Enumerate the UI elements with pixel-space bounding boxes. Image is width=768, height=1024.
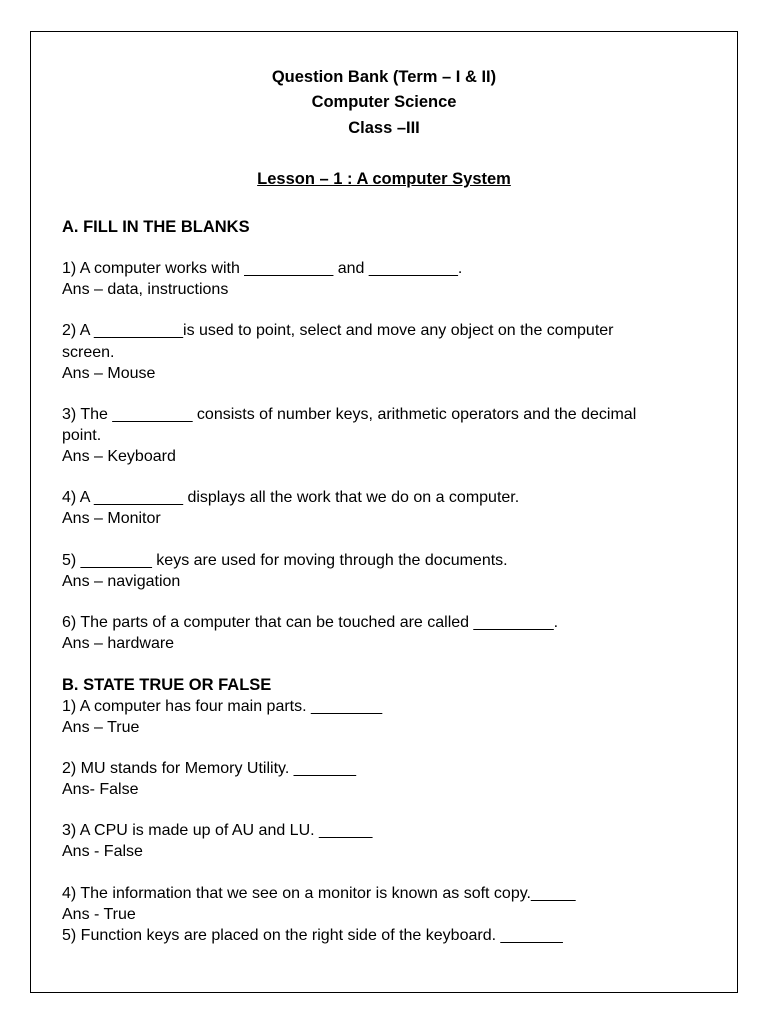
question-b2: 2) MU stands for Memory Utility. _______ [62,760,357,777]
question-b4: 4) The information that we see on a monitor is known as soft copy._____ [62,885,576,902]
class-title: Class –III [348,119,420,137]
answer-a1: Ans – data, instructions [62,281,229,298]
question-a2-line2: screen. [62,344,115,361]
question-b5: 5) Function keys are placed on the right side of the keyboard. _______ [62,927,563,944]
answer-b4: Ans - True [62,906,136,923]
question-a6: 6) The parts of a computer that can be touched are called _________. [62,614,559,631]
answer-b1: Ans – True [62,719,140,736]
answer-a3: Ans – Keyboard [62,448,176,465]
question-b3: 3) A CPU is made up of AU and LU. ______ [62,822,373,839]
answer-b3: Ans - False [62,843,143,860]
answer-a2: Ans – Mouse [62,365,156,382]
question-a4: 4) A __________ displays all the work that we do on a computer. [62,489,520,506]
answer-a6: Ans – hardware [62,635,175,652]
answer-b2: Ans- False [62,781,139,798]
question-a2-line1: 2) A __________is used to point, select and move any object on the computer [62,322,614,339]
question-a5: 5) ________ keys are used for moving through the documents. [62,552,508,569]
answer-a4: Ans – Monitor [62,510,161,527]
question-a3-line1: 3) The _________ consists of number keys, arithmetic operators and the decimal [62,406,637,423]
document-title: Question Bank (Term – I & II) [271,68,497,86]
section-a-title: A. FILL IN THE BLANKS [62,218,250,236]
question-a1: 1) A computer works with __________ and __________. [62,260,463,277]
lesson-title: Lesson – 1 : A computer System [257,170,511,188]
answer-a5: Ans – navigation [62,573,181,590]
section-b-title: B. STATE TRUE OR FALSE [62,676,272,694]
question-b1: 1) A computer has four main parts. ________ [62,698,383,715]
question-a3-line2: point. [62,427,102,444]
subject-title: Computer Science [311,93,457,111]
